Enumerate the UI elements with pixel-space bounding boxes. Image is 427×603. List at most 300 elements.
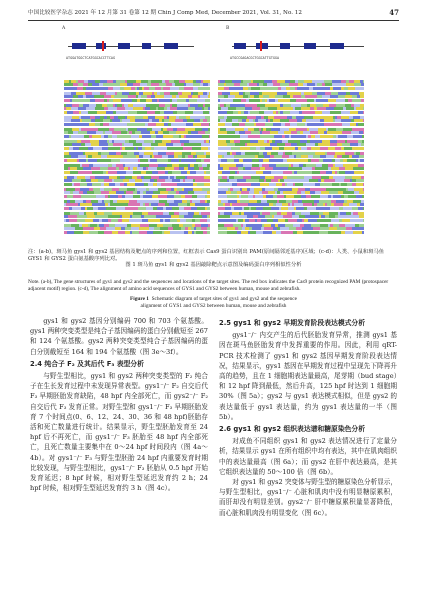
alignment-residue-block bbox=[286, 147, 295, 150]
alignment-residue-block bbox=[363, 207, 364, 210]
alignment-residue-block bbox=[204, 159, 210, 162]
section-heading: 2.4 纯合子 F₂ 及其后代 F₃ 表型分析 bbox=[30, 359, 144, 368]
alignment-residue-block bbox=[177, 99, 186, 102]
alignment-residue-block bbox=[113, 99, 121, 102]
alignment-residue-block bbox=[355, 147, 364, 150]
alignment-residue-block bbox=[356, 183, 363, 186]
alignment-residue-block bbox=[328, 99, 336, 102]
alignment-residue-block bbox=[135, 219, 142, 222]
alignment-residue-block bbox=[260, 183, 269, 186]
alignment-residue-block bbox=[202, 135, 209, 138]
alignment-residue-block bbox=[297, 87, 304, 90]
alignment-residue-block bbox=[161, 183, 169, 186]
alignment-residue-block bbox=[116, 207, 125, 210]
alignment-residue-block bbox=[174, 195, 181, 198]
alignment-residue-block bbox=[269, 183, 276, 186]
alignment-residue-block bbox=[333, 195, 341, 198]
alignment-residue-block bbox=[73, 195, 81, 198]
alignment-residue-block bbox=[197, 183, 204, 186]
paragraph: 对 gys1 和 gys2 突变体与野生型的糖原染色分析显示，与野生型相比，gys1⁻/⁻ 心脏和肌肉中没有明显糖原累积，而肝却没有明显差别。gys2⁻/⁻ 肝中糖原累积量显著降低，而心脏和肌肉没有明显变化（图 6c）。 bbox=[219, 478, 397, 517]
alignment-residue-block bbox=[127, 183, 135, 186]
alignment-row bbox=[64, 135, 210, 138]
alignment-residue-block bbox=[251, 99, 260, 102]
alignment-residue-block bbox=[151, 219, 160, 222]
alignment-residue-block bbox=[305, 171, 312, 174]
alignment-residue-block bbox=[205, 99, 210, 102]
left-column bbox=[30, 316, 208, 493]
alignment-residue-block bbox=[264, 111, 273, 114]
alignment-residue-block bbox=[117, 123, 125, 126]
alignment-residue-block bbox=[290, 111, 299, 114]
alignment-residue-block bbox=[156, 135, 163, 138]
alignment-residue-block bbox=[348, 195, 356, 198]
alignment-row bbox=[218, 183, 364, 186]
alignment-residue-block bbox=[170, 219, 177, 222]
alignment-residue-block bbox=[218, 231, 227, 234]
alignment-residue-block bbox=[197, 207, 205, 210]
alignment-residue-block bbox=[322, 111, 330, 114]
panel-label-b: B bbox=[226, 26, 230, 31]
alignment-residue-block bbox=[345, 171, 354, 174]
alignment-residue-block bbox=[287, 159, 296, 162]
alignment-residue-block bbox=[71, 135, 79, 138]
exon bbox=[72, 43, 86, 49]
alignment-residue-block bbox=[125, 147, 134, 150]
alignment-residue-block bbox=[243, 159, 252, 162]
alignment-residue-block bbox=[344, 147, 352, 150]
figure-title-en-line-2: alignment of GYS1 and GYS2 between human, mouse and zebrafish bbox=[140, 303, 287, 310]
alignment-row bbox=[64, 99, 210, 102]
alignment-residue-block bbox=[135, 183, 144, 186]
alignment-residue-block bbox=[128, 111, 137, 114]
exon bbox=[96, 43, 106, 49]
alignment-residue-block bbox=[291, 135, 299, 138]
panel-label-a: A bbox=[62, 26, 66, 31]
alignment-residue-block bbox=[185, 183, 193, 186]
alignment-residue-block bbox=[330, 111, 339, 114]
alignment-residue-block bbox=[174, 171, 181, 174]
alignment-residue-block bbox=[222, 171, 230, 174]
alignment-residue-block bbox=[132, 231, 139, 234]
alignment-residue-block bbox=[307, 99, 314, 102]
alignment-residue-block bbox=[363, 111, 364, 114]
alignment-residue-block bbox=[256, 207, 263, 210]
alignment-residue-block bbox=[269, 87, 278, 90]
alignment-residue-block bbox=[320, 99, 328, 102]
alignment-residue-block bbox=[177, 111, 185, 114]
alignment-residue-block bbox=[206, 87, 210, 90]
alignment-row bbox=[64, 147, 210, 150]
alignment-residue-block bbox=[363, 219, 364, 222]
alignment-residue-block bbox=[297, 171, 305, 174]
alignment-residue-block bbox=[89, 231, 98, 234]
alignment-residue-block bbox=[122, 219, 129, 222]
gys2-gene-structure bbox=[230, 34, 366, 74]
alignment-residue-block bbox=[197, 99, 205, 102]
gys1-gene-structure bbox=[66, 34, 196, 74]
alignment-residue-block bbox=[96, 195, 105, 198]
alignment-residue-block bbox=[85, 219, 93, 222]
exon bbox=[330, 43, 344, 49]
alignment-residue-block bbox=[316, 123, 324, 126]
figure-title-en-line-1: Schematic diagram of target sites of gys1 and gys2 and the sequence bbox=[151, 295, 297, 302]
exon bbox=[142, 43, 151, 49]
alignment-residue-block bbox=[256, 171, 263, 174]
alignment-residue-block bbox=[142, 135, 151, 138]
alignment-residue-block bbox=[265, 123, 273, 126]
alignment-residue-block bbox=[311, 159, 319, 162]
alignment-residue-block bbox=[88, 111, 97, 114]
alignment-residue-block bbox=[198, 87, 206, 90]
alignment-residue-block bbox=[229, 87, 237, 90]
alignment-residue-block bbox=[248, 171, 256, 174]
alignment-row bbox=[64, 195, 210, 198]
alignment-residue-block bbox=[221, 219, 230, 222]
target-sequence: ATGCCGAGACGCTGGCATTGTGGA bbox=[230, 56, 279, 60]
alignment-residue-block bbox=[218, 147, 227, 150]
alignment-residue-block bbox=[225, 183, 232, 186]
alignment-residue-block bbox=[265, 147, 272, 150]
alignment-residue-block bbox=[208, 147, 210, 150]
alignment-residue-block bbox=[336, 99, 345, 102]
alignment-residue-block bbox=[125, 195, 133, 198]
exon bbox=[234, 43, 246, 49]
alignment-residue-block bbox=[343, 207, 352, 210]
alignment-residue-block bbox=[167, 195, 174, 198]
alignment-residue-block bbox=[181, 159, 190, 162]
alignment-residue-block bbox=[334, 231, 341, 234]
alignment-residue-block bbox=[72, 207, 81, 210]
alignment-residue-block bbox=[129, 159, 138, 162]
figure-label: Figure 1 bbox=[130, 295, 149, 302]
alignment-residue-block bbox=[272, 147, 279, 150]
alignment-residue-block bbox=[308, 219, 317, 222]
alignment-residue-block bbox=[233, 99, 241, 102]
alignment-residue-block bbox=[120, 159, 129, 162]
alignment-residue-block bbox=[355, 87, 364, 90]
alignment-residue-block bbox=[197, 195, 205, 198]
alignment-residue-block bbox=[170, 87, 179, 90]
alignment-residue-block bbox=[252, 159, 259, 162]
alignment-residue-block bbox=[76, 123, 84, 126]
alignment-residue-block bbox=[123, 135, 131, 138]
right-column bbox=[219, 316, 397, 518]
alignment-residue-block bbox=[157, 159, 166, 162]
alignment-residue-block bbox=[323, 87, 330, 90]
figure-note-zh: 注：(a-b)，斑马鱼 gys1 和 gys2 基因结构及靶点的序列和位置，红框表示 Cas9 蛋白识别出 PAM(原间隔邻近基序)区域；(c-d)：人类、小鼠和斑马鱼 GYS1 和 GYS2 蛋白氨基酸序列比对。 bbox=[28, 249, 385, 263]
alignment-residue-block bbox=[230, 195, 237, 198]
alignment-residue-block bbox=[245, 123, 254, 126]
alignment-residue-block bbox=[193, 135, 202, 138]
alignment-residue-block bbox=[224, 99, 233, 102]
alignment-residue-block bbox=[320, 183, 327, 186]
alignment-residue-block bbox=[347, 159, 356, 162]
alignment-residue-block bbox=[70, 171, 78, 174]
alignment-residue-block bbox=[311, 195, 320, 198]
alignment-residue-block bbox=[260, 87, 269, 90]
alignment-residue-block bbox=[353, 135, 362, 138]
alignment-row bbox=[64, 207, 210, 210]
alignment-residue-block bbox=[170, 231, 177, 234]
alignment-residue-block bbox=[169, 183, 177, 186]
alignment-residue-block bbox=[88, 159, 97, 162]
alignment-residue-block bbox=[97, 111, 106, 114]
alignment-residue-block bbox=[189, 99, 197, 102]
alignment-row bbox=[64, 123, 210, 126]
alignment-residue-block bbox=[362, 195, 364, 198]
journal-header: 中国比较医学杂志 2021 年 12 月第 31 卷第 12 期 Chin J Comp Med, December 2021, Vol. 31, No. 12 bbox=[28, 10, 302, 16]
figure-caption-en bbox=[28, 279, 399, 311]
alignment-residue-block bbox=[330, 207, 339, 210]
alignment-residue-block bbox=[186, 123, 193, 126]
alignment-row bbox=[218, 147, 364, 150]
alignment-residue-block bbox=[320, 147, 328, 150]
alignment-row bbox=[64, 171, 210, 174]
alignment-residue-block bbox=[64, 87, 72, 90]
exon bbox=[164, 43, 178, 49]
alignment-residue-block bbox=[201, 123, 209, 126]
alignment-residue-block bbox=[163, 87, 170, 90]
alignment-residue-block bbox=[184, 87, 193, 90]
alignment-residue-block bbox=[338, 135, 347, 138]
alignment-residue-block bbox=[131, 123, 138, 126]
alignment-residue-block bbox=[171, 159, 179, 162]
alignment-residue-block bbox=[125, 207, 132, 210]
alignment-row bbox=[218, 195, 364, 198]
alignment-residue-block bbox=[274, 135, 282, 138]
alignment-residue-block bbox=[185, 195, 192, 198]
alignment-row bbox=[218, 207, 364, 210]
alignment-residue-block bbox=[342, 123, 350, 126]
alignment-residue-block bbox=[176, 147, 183, 150]
alignment-residue-block bbox=[240, 135, 248, 138]
alignment-residue-block bbox=[341, 111, 350, 114]
paragraph: 对成鱼不同组织 gys1 和 gys2 表达情况进行了定量分析，结果显示 gys1 在所有组织中均有表达，其中在肌肉组织中的表达量最高（图 6a）；而 gys2 在肝中表达最高，是其它组织表达量的 50～100 倍（图 6b）。 bbox=[219, 437, 397, 476]
alignment-residue-block bbox=[209, 123, 210, 126]
alignment-residue-block bbox=[266, 195, 273, 198]
alignment-residue-block bbox=[160, 147, 167, 150]
alignment-residue-block bbox=[172, 207, 179, 210]
running-header bbox=[28, 7, 399, 19]
alignment-residue-block bbox=[360, 159, 364, 162]
alignment-residue-block bbox=[79, 147, 88, 150]
section-heading: 2.5 gys1 和 gys2 早期发育阶段表达模式分析 bbox=[219, 319, 366, 327]
alignment-residue-block bbox=[281, 207, 288, 210]
alignment-residue-block bbox=[225, 123, 232, 126]
alignment-residue-block bbox=[104, 231, 112, 234]
alignment-residue-block bbox=[362, 135, 364, 138]
alignment-residue-block bbox=[328, 147, 335, 150]
alignment-residue-block bbox=[133, 195, 140, 198]
alignment-residue-block bbox=[315, 111, 322, 114]
alignment-residue-block bbox=[201, 147, 208, 150]
page-number: 47 bbox=[389, 8, 399, 17]
alignment-residue-block bbox=[218, 123, 225, 126]
alignment-residue-block bbox=[164, 111, 173, 114]
paragraph: 与野生型相比，gys1 和 gys2 两种突变类型的 F₂ 纯合子在生长发育过程中未发现异常表型。gys1⁻/⁻ F₂ 自交后代 F₃ 早期胚胎发育缺陷，48 hpf 内全部死亡，而 gys2⁻/⁻ F₂ 自交后代 F₃ 发育正常。对野生型和 gys1⁻/⁻ F₃ 早期胚胎发育 7 个时间点(0、6、12、24、30、36 和 48 hpf)胚胎存活和死亡数量进行统计。结果显示，野生型胚胎发育至 24 hpf 后不再死亡，而 gys1⁻/⁻ F₃ 胚胎至 48 hpf 内全部死亡，且死亡数量主要集中在 0～24 hpf 时间段内（图 4a～4b）。对 gys1⁻/⁻ F₃ 与野生型胚胎 24 hpf 内重要发育时期比较发现，与野生型相比，gys1⁻/⁻ F₃ 胚胎从 0.5 hpf 开始发育延迟；8 hpf 时候，相对野生型延迟发育约 2 h；24 hpf 时候，相对野生型延迟发育约 3 h（图 4c）。 bbox=[30, 372, 208, 493]
alignment-residue-block bbox=[171, 123, 178, 126]
alignment-row bbox=[218, 159, 364, 162]
alignment-row bbox=[218, 123, 364, 126]
alignment-residue-block bbox=[307, 123, 316, 126]
alignment-row bbox=[218, 87, 364, 90]
alignment-residue-block bbox=[165, 135, 173, 138]
alignment-residue-block bbox=[138, 207, 146, 210]
exon bbox=[304, 43, 316, 49]
alignment-residue-block bbox=[360, 171, 364, 174]
alignment-residue-block bbox=[263, 207, 271, 210]
alignment-residue-block bbox=[79, 159, 86, 162]
gene-track bbox=[232, 46, 364, 47]
alignment-residue-block bbox=[156, 123, 164, 126]
alignment-residue-block bbox=[239, 171, 248, 174]
alignment-row bbox=[64, 87, 210, 90]
alignment-residue-block bbox=[147, 111, 155, 114]
alignment-residue-block bbox=[241, 231, 248, 234]
alignment-residue-block bbox=[77, 99, 85, 102]
alignment-row bbox=[218, 111, 364, 114]
paragraph: gys1 和 gys2 基因分别编码 700 和 703 个氨基酸。gys1 两种突变类型是纯合子基因编码的蛋白分别截短至 267 和 124 个氨基酸。gys2 两种突变类型纯合子基因编码的蛋白分别截短至 164 和 194 个氨基酸（图 3e～3f）。 bbox=[30, 317, 208, 356]
alignment-residue-block bbox=[296, 159, 303, 162]
alignment-row bbox=[218, 135, 364, 138]
alignment-residue-block bbox=[350, 111, 358, 114]
alignment-residue-block bbox=[146, 207, 153, 210]
alignment-residue-block bbox=[218, 195, 227, 198]
alignment-residue-block bbox=[322, 207, 330, 210]
alignment-residue-block bbox=[319, 231, 328, 234]
alignment-residue-block bbox=[297, 123, 305, 126]
alignment-residue-block bbox=[193, 123, 201, 126]
alignment-residue-block bbox=[185, 111, 193, 114]
alignment-row bbox=[64, 159, 210, 162]
alignment-residue-block bbox=[204, 183, 210, 186]
alignment-residue-block bbox=[345, 231, 353, 234]
alignment-residue-block bbox=[312, 231, 319, 234]
alignment-residue-block bbox=[251, 87, 260, 90]
paragraph: gys1⁻/⁻ 内交产生的后代胚胎发育异常，推测 gys1 基因在斑马鱼胚胎发育中发挥重要的作用。因此，利用 qRT-PCR 技术检测了 gys1 和 gys2 基因早期发育阶段表达情况，结果显示，gys1 基因在早期发育过程中呈现先下降再升高的趋势，且在 1 细胞期表达量最高，尾芽期（bud stage）和 12 hpf 降到最低，然后升高，125 hpf 时达到 1 细胞期 30%（图 5a）；gys2 与 gys1 表达模式相似，但是 gys2 的表达量低于 gys1 表达量，约为 gys1 表达量的一半（图 5b）。 bbox=[219, 331, 397, 421]
alignment-residue-block bbox=[256, 123, 265, 126]
alignment-residue-block bbox=[323, 219, 331, 222]
alignment-residue-block bbox=[183, 147, 192, 150]
alignment-residue-block bbox=[77, 219, 85, 222]
alignment-residue-block bbox=[299, 135, 306, 138]
alignment-residue-block bbox=[92, 183, 101, 186]
alignment-residue-block bbox=[250, 111, 259, 114]
figure-1 bbox=[60, 24, 368, 244]
figure-title-zh: 图 1 斑马鱼 gys1 和 gys2 基因敲除靶点示意图及编码蛋白序列相似性分析 bbox=[125, 262, 302, 268]
alignment-residue-block bbox=[271, 207, 279, 210]
alignment-residue-block bbox=[140, 159, 148, 162]
alignment-residue-block bbox=[112, 147, 120, 150]
alignment-residue-block bbox=[81, 111, 88, 114]
alignment-residue-block bbox=[108, 171, 117, 174]
alignment-residue-block bbox=[131, 135, 139, 138]
alignment-residue-block bbox=[333, 123, 342, 126]
alignment-residue-block bbox=[67, 231, 74, 234]
alignment-residue-block bbox=[283, 111, 290, 114]
alignment-residue-block bbox=[64, 183, 72, 186]
alignment-row bbox=[64, 231, 210, 234]
alignment-residue-block bbox=[348, 87, 355, 90]
alignment-residue-block bbox=[111, 159, 120, 162]
alignment-residue-block bbox=[178, 123, 186, 126]
alignment-residue-block bbox=[285, 171, 292, 174]
alignment-residue-block bbox=[251, 183, 260, 186]
alignment-residue-block bbox=[312, 171, 320, 174]
header-rule bbox=[28, 20, 399, 21]
alignment-residue-block bbox=[209, 111, 210, 114]
alignment-residue-block bbox=[81, 195, 90, 198]
alignment-residue-block bbox=[133, 171, 141, 174]
alignment-residue-block bbox=[167, 147, 176, 150]
alignment-residue-block bbox=[86, 87, 94, 90]
alignment-residue-block bbox=[307, 207, 316, 210]
alignment-residue-block bbox=[331, 219, 339, 222]
alignment-residue-block bbox=[153, 231, 162, 234]
alignment-row bbox=[64, 219, 210, 222]
alignment-residue-block bbox=[67, 123, 76, 126]
alignment-residue-block bbox=[234, 207, 242, 210]
alignment-residue-block bbox=[256, 231, 263, 234]
alignment-row bbox=[64, 111, 210, 114]
alignment-residue-block bbox=[111, 219, 118, 222]
alignment-row bbox=[218, 171, 364, 174]
alignment-residue-block bbox=[307, 183, 315, 186]
alignment-residue-block bbox=[350, 219, 359, 222]
exon bbox=[118, 43, 130, 49]
alignment-residue-block bbox=[296, 207, 304, 210]
alignment-residue-block bbox=[229, 231, 237, 234]
alignment-residue-block bbox=[218, 111, 227, 114]
alignment-residue-block bbox=[353, 231, 362, 234]
alignment-residue-block bbox=[241, 195, 248, 198]
alignment-residue-block bbox=[207, 231, 210, 234]
alignment-residue-block bbox=[207, 219, 210, 222]
target-sequence: ATGGATGGCTCATGGCACCTTCAG bbox=[66, 56, 115, 60]
alignment-residue-block bbox=[109, 123, 117, 126]
alignment-residue-block bbox=[186, 135, 193, 138]
target-site-marker bbox=[260, 41, 262, 51]
alignment-residue-block bbox=[140, 111, 147, 114]
alignment-residue-block bbox=[363, 183, 364, 186]
alignment-residue-block bbox=[263, 231, 272, 234]
figure-note-en: Note. (a-b), The gene structures of gys1 and gys2 and the sequences and locations of the target sites. The red box indicates the Cas9 protein recognized PAM (protospacer adjacent motif) region. (c-d), The alignment of amino acid sequences of GYS1 and GYS2 between human, mouse and zebrafish. bbox=[28, 279, 389, 293]
alignment-residue-block bbox=[303, 231, 312, 234]
alignment-residue-block bbox=[311, 147, 320, 150]
alignment-residue-block bbox=[192, 147, 201, 150]
alignment-residue-block bbox=[124, 87, 131, 90]
exon bbox=[280, 43, 290, 49]
alignment-row bbox=[64, 183, 210, 186]
alignment-residue-block bbox=[184, 207, 191, 210]
section-heading: 2.6 gys1 和 gys2 组织表达谱和糖原染色分析 bbox=[219, 425, 366, 434]
alignment-residue-block bbox=[260, 135, 268, 138]
alignment-residue-block bbox=[362, 231, 364, 234]
alignment-residue-block bbox=[273, 123, 281, 126]
gys2-protein-alignment bbox=[218, 80, 364, 240]
alignment-residue-block bbox=[290, 123, 297, 126]
alignment-residue-block bbox=[230, 135, 237, 138]
alignment-residue-block bbox=[98, 207, 106, 210]
alignment-residue-block bbox=[271, 171, 278, 174]
alignment-residue-block bbox=[110, 195, 118, 198]
alignment-residue-block bbox=[231, 147, 240, 150]
alignment-residue-block bbox=[139, 231, 147, 234]
alignment-residue-block bbox=[74, 231, 83, 234]
alignment-row bbox=[218, 99, 364, 102]
alignment-residue-block bbox=[294, 195, 301, 198]
alignment-residue-block bbox=[177, 231, 184, 234]
